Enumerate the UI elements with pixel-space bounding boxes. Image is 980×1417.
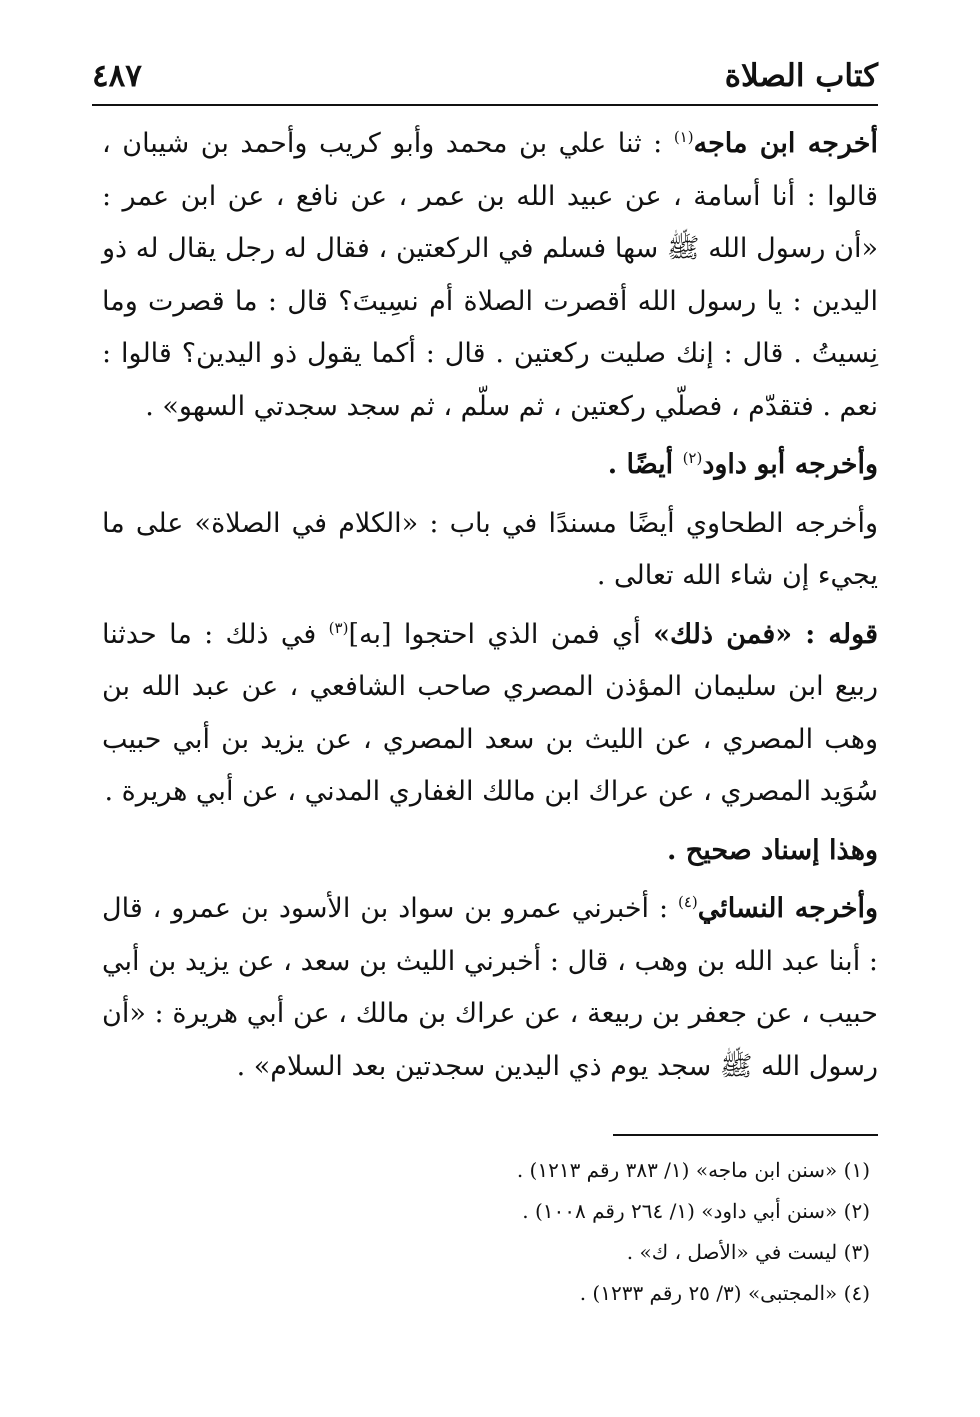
footnote-ref: (٣) [328,618,349,637]
paragraph-text: أيضًا . [607,449,683,480]
paragraph-text: : ثنا علي بن محمد وأبو كريب وأحمد بن شيبان ، قالوا : أنا أسامة ، عن عبيد الله بن عمر ، عن نافع ، عن ابن عمر : «أن رسول الله ﷺ سها فسلم في الركعتين ، فقال له رجل يقال له ذو اليدين : يا رسول الله أقصرت الصلاة أم نسِيتَ؟ قال : ما قصرت وما نِسيتُ . قال : إنك صليت ركعتين . قال : أكما يقول ذو اليدين؟ قالوا : نعم . فتقدّم ، فصلّي ركعتين ، ثم سلّم ، ثم سجد سجدتي السهو» . [102,128,878,422]
paragraph-nasai [102,883,878,1093]
paragraph-lead: أخرجه ابن ماجه [693,128,878,159]
main-text [102,118,878,1093]
paragraph-text: أي فمن الذي احتجوا [به] [348,618,654,650]
footnote: (١) «سنن ابن ماجه» (١/ ٣٨٣ رقم ١٢١٣) . [516,1158,870,1182]
paragraph-qawluhu [102,609,878,819]
paragraph-text: وأخرجه الطحاوي أيضًا مسندًا في باب : «الكلام في الصلاة» على ما يجيء إن شاء الله تعالى . [102,507,878,591]
footnote-ref: (٤) [677,893,698,911]
paragraph-lead: وأخرجه أبو داود [702,449,878,480]
footnote: (٣) ليست في «الأصل ، ك» . [626,1240,870,1264]
paragraph-text: : أخبرني عمرو بن سواد بن الأسود بن عمرو ، قال : أبنا عبد الله بن وهب ، قال : أخبرني الليث بن سعد ، عن يزيد بن أبي حبيب ، عن جعفر بن ربيعة ، عن عراك بن مالك ، عن أبي هريرة : «أن رسول الله ﷺ سجد يوم ذي اليدين سجدتين بعد السلام» . [102,893,878,1082]
page-number: ٤٨٧ [92,58,142,94]
footnote-ref: (٢) [682,449,703,467]
book-title: كتاب الصلاة [724,58,878,94]
paragraph-text: في ذلك : ما حدثنا ربيع ابن سليمان المؤذن المصري صاحب الشافعي ، عن عبد الله بن وهب المصري ، عن الليث بن سعد المصري ، عن يزيد بن أبي حبيب سُوَيد المصري ، عن عراك ابن مالك الغفاري المدني ، عن أبي هريرة . [102,618,878,807]
paragraph-ibn-majah [102,118,878,433]
paragraph-isnad: وهذا إسناد صحيح . [666,834,878,866]
paragraph-lead: وأخرجه النسائي [697,893,878,924]
paragraph-abu-dawud [102,439,878,492]
page-header [92,48,878,106]
footnotes [102,1150,870,1314]
paragraph-lead: قوله : «فمن ذلك» [653,618,878,650]
footnote-separator [613,1134,878,1136]
footnote: (٢) «سنن أبي داود» (١/ ٢٦٤ رقم ١٠٠٨) . [522,1199,870,1223]
footnote: (٤) «المجتبى» (٣/ ٢٥ رقم ١٢٣٣) . [579,1281,870,1305]
footnote-ref: (١) [673,128,694,146]
paragraph-tahawi [102,498,878,603]
